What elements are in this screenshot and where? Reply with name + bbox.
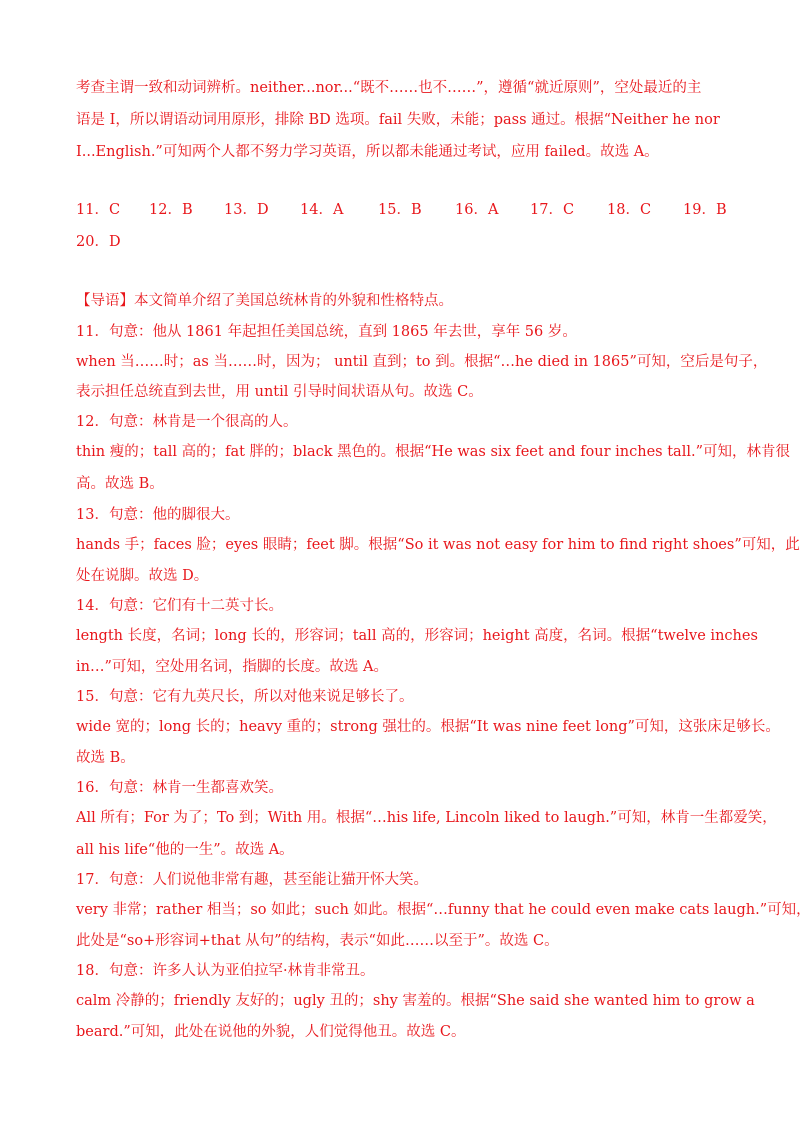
q16-analysis-2: all his life“他的一生”。故选 A。 bbox=[76, 842, 294, 858]
q18-analysis-1: calm 冷静的；friendly 友好的；ugly 丑的；shy 害羞的。根据“She said she wanted him to grow a bbox=[76, 993, 755, 1009]
q17-analysis-2: 此处是“so+形容词+that 从句”的结构，表示“如此……以至于”。故选 C。 bbox=[76, 933, 559, 949]
q15-meaning: 15．句意：它有九英尺长，所以对他来说足够长了。 bbox=[76, 689, 414, 705]
q14-meaning: 14．句意：它们有十二英寸长。 bbox=[76, 598, 283, 614]
q14-analysis-1: length 长度，名词；long 长的，形容词；tall 高的，形容词；height 高度，名词。根据“twelve inches bbox=[76, 628, 758, 644]
q16-analysis-1: All 所有；For 为了；To 到；With 用。根据“…his life, Lincoln liked to laugh.”可知，林肯一生都爱笑， bbox=[76, 810, 777, 826]
q15-analysis-2: 故选 B。 bbox=[76, 750, 135, 766]
q14-analysis-2: in…”可知，空处用名词，指脚的长度。故选 A。 bbox=[76, 659, 388, 675]
guide-heading: 【导语】本文简单介绍了美国总统林肯的外貌和性格特点。 bbox=[76, 293, 453, 309]
q11-analysis-2: 表示担任总统直到去世，用 until 引导时间状语从句。故选 C。 bbox=[76, 384, 483, 400]
q13-analysis-1: hands 手；faces 脸；eyes 眼睛；feet 脚。根据“So it was not easy for him to find right shoes”可知，此 bbox=[76, 537, 800, 553]
answer-13: 13．D bbox=[224, 202, 269, 218]
q13-analysis-2: 处在说脚。故选 D。 bbox=[76, 568, 209, 584]
answer-18: 18．C bbox=[607, 202, 652, 218]
q12-analysis-2: 高。故选 B。 bbox=[76, 476, 164, 492]
q11-analysis-1: when 当……时；as 当……时，因为； until 直到；to 到。根据“…he died in 1865”可知，空后是句子， bbox=[76, 354, 768, 370]
q18-analysis-2: beard.”可知，此处在说他的外貌，人们觉得他丑。故选 C。 bbox=[76, 1024, 466, 1040]
intro-line-3: I...English.”可知两个人都不努力学习英语，所以都未能通过考试，应用 failed。故选 A。 bbox=[76, 144, 659, 160]
answer-16: 16．A bbox=[455, 202, 499, 218]
q16-meaning: 16．句意：林肯一生都喜欢笑。 bbox=[76, 780, 283, 796]
q12-meaning: 12．句意：林肯是一个很高的人。 bbox=[76, 414, 298, 430]
answer-11: 11．C bbox=[76, 202, 121, 218]
q17-analysis-1: very 非常；rather 相当；so 如此；such 如此。根据“…funny that he could even make cats laugh.”可知， bbox=[76, 902, 811, 918]
q18-meaning: 18．句意：许多人认为亚伯拉罕·林肯非常丑。 bbox=[76, 963, 375, 979]
q13-meaning: 13．句意：他的脚很大。 bbox=[76, 507, 240, 523]
q17-meaning: 17．句意：人们说他非常有趣，甚至能让猫开怀大笑。 bbox=[76, 872, 428, 888]
answer-14: 14．A bbox=[300, 202, 344, 218]
intro-line-2: 语是 I，所以谓语动词用原形，排除 BD 选项。fail 失败，未能；pass 通过。根据“Neither he nor bbox=[76, 112, 720, 128]
answer-15: 15．B bbox=[378, 202, 422, 218]
answer-20: 20．D bbox=[76, 234, 121, 250]
q11-meaning: 11．句意：他从 1861 年起担任美国总统，直到 1865 年去世，享年 56 岁。 bbox=[76, 324, 577, 340]
answer-12: 12．B bbox=[149, 202, 193, 218]
intro-line-1: 考查主谓一致和动词辨析。neither...nor...“既不……也不……”，遵循“就近原则”，空处最近的主 bbox=[76, 80, 702, 96]
answer-19: 19．B bbox=[683, 202, 727, 218]
q15-analysis-1: wide 宽的；long 长的；heavy 重的；strong 强壮的。根据“It was nine feet long”可知，这张床足够长。 bbox=[76, 719, 780, 735]
q12-analysis-1: thin 瘦的；tall 高的；fat 胖的；black 黑色的。根据“He was six feet and four inches tall.”可知，林肯很 bbox=[76, 444, 791, 460]
answer-17: 17．C bbox=[530, 202, 575, 218]
